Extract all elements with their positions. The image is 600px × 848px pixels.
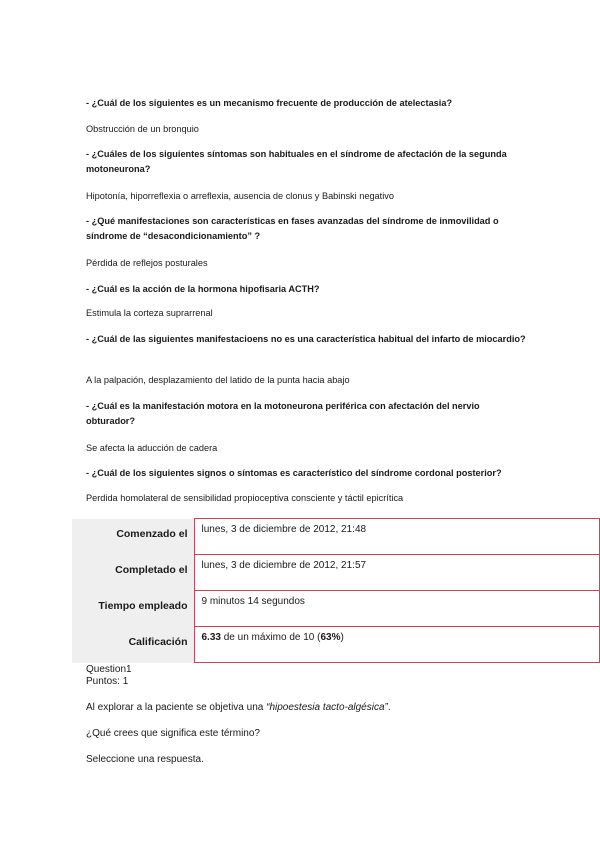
table-row (72, 519, 600, 555)
grade-value (194, 627, 600, 663)
attempt-summary-table (72, 518, 600, 663)
question-number: Question1 (86, 664, 132, 675)
table-row (72, 591, 600, 627)
question-text: - ¿Cuál de las siguientes manifestacioens no es una característica habitual del infarto de miocardio? (86, 334, 526, 344)
answer-text: Se afecta la aducción de cadera (86, 443, 218, 453)
started-label: Comenzado el (72, 519, 194, 555)
answer-text: A la palpación, desplazamiento del latido de la punta hacia abajo (86, 375, 350, 385)
question-text: - ¿Cuál de los siguientes signos o síntomas es característico del síndrome cordonal posterior? (86, 468, 502, 478)
question-text: - ¿Cuáles de los siguientes síntomas son habituales en el síndrome de afectación de la segunda motoneurona? (86, 149, 507, 174)
answer-instruction: Seleccione una respuesta. (86, 754, 204, 765)
answer-text: Hipotonía, hiporreflexia o arreflexia, ausencia de clonus y Babinski negativo (86, 191, 394, 201)
question-text: - ¿Cuál es la manifestación motora en la motoneurona periférica con afectación del nervio obturador? (86, 401, 480, 426)
completed-label: Completado el (72, 555, 194, 591)
answer-text: Obstrucción de un bronquio (86, 124, 199, 134)
answer-text: Pérdida de reflejos posturales (86, 258, 208, 268)
answer-text: Estimula la corteza suprarrenal (86, 308, 213, 318)
grade-label: Calificación (72, 627, 194, 663)
stem-suffix: . (387, 702, 391, 713)
answer-text: Perdida homolateral de sensibilidad propioceptiva consciente y táctil epicrítica (86, 493, 404, 503)
completed-value: lunes, 3 de diciembre de 2012, 21:57 (194, 555, 600, 591)
question-text: - ¿Qué manifestaciones son características en fases avanzadas del síndrome de inmovilidad o síndrome de “desacondicionamiento” ? (86, 216, 499, 241)
grade-score: 6.33 (201, 632, 221, 643)
question-points: Puntos: 1 (86, 676, 129, 687)
question-text: - ¿Cuál de los siguientes es un mecanismo frecuente de producción de atelectasia? (86, 98, 453, 108)
grade-text: de un máximo de 10 ( (220, 632, 321, 643)
table-row (72, 627, 600, 663)
question-stem (86, 702, 391, 714)
time-label: Tiempo empleado (72, 591, 194, 627)
stem-prefix: Al explorar a la paciente se objetiva una (86, 702, 267, 713)
grade-close: ) (340, 632, 344, 643)
started-value: lunes, 3 de diciembre de 2012, 21:48 (194, 519, 600, 555)
question-text: - ¿Cuál es la acción de la hormona hipofisaria ACTH? (86, 284, 320, 294)
question-prompt: ¿Qué crees que significa este término? (86, 728, 260, 739)
grade-percent: 63% (320, 632, 341, 643)
stem-term: “hipoestesia tacto-algésica” (266, 702, 388, 713)
table-row (72, 555, 600, 591)
time-value: 9 minutos 14 segundos (194, 591, 600, 627)
